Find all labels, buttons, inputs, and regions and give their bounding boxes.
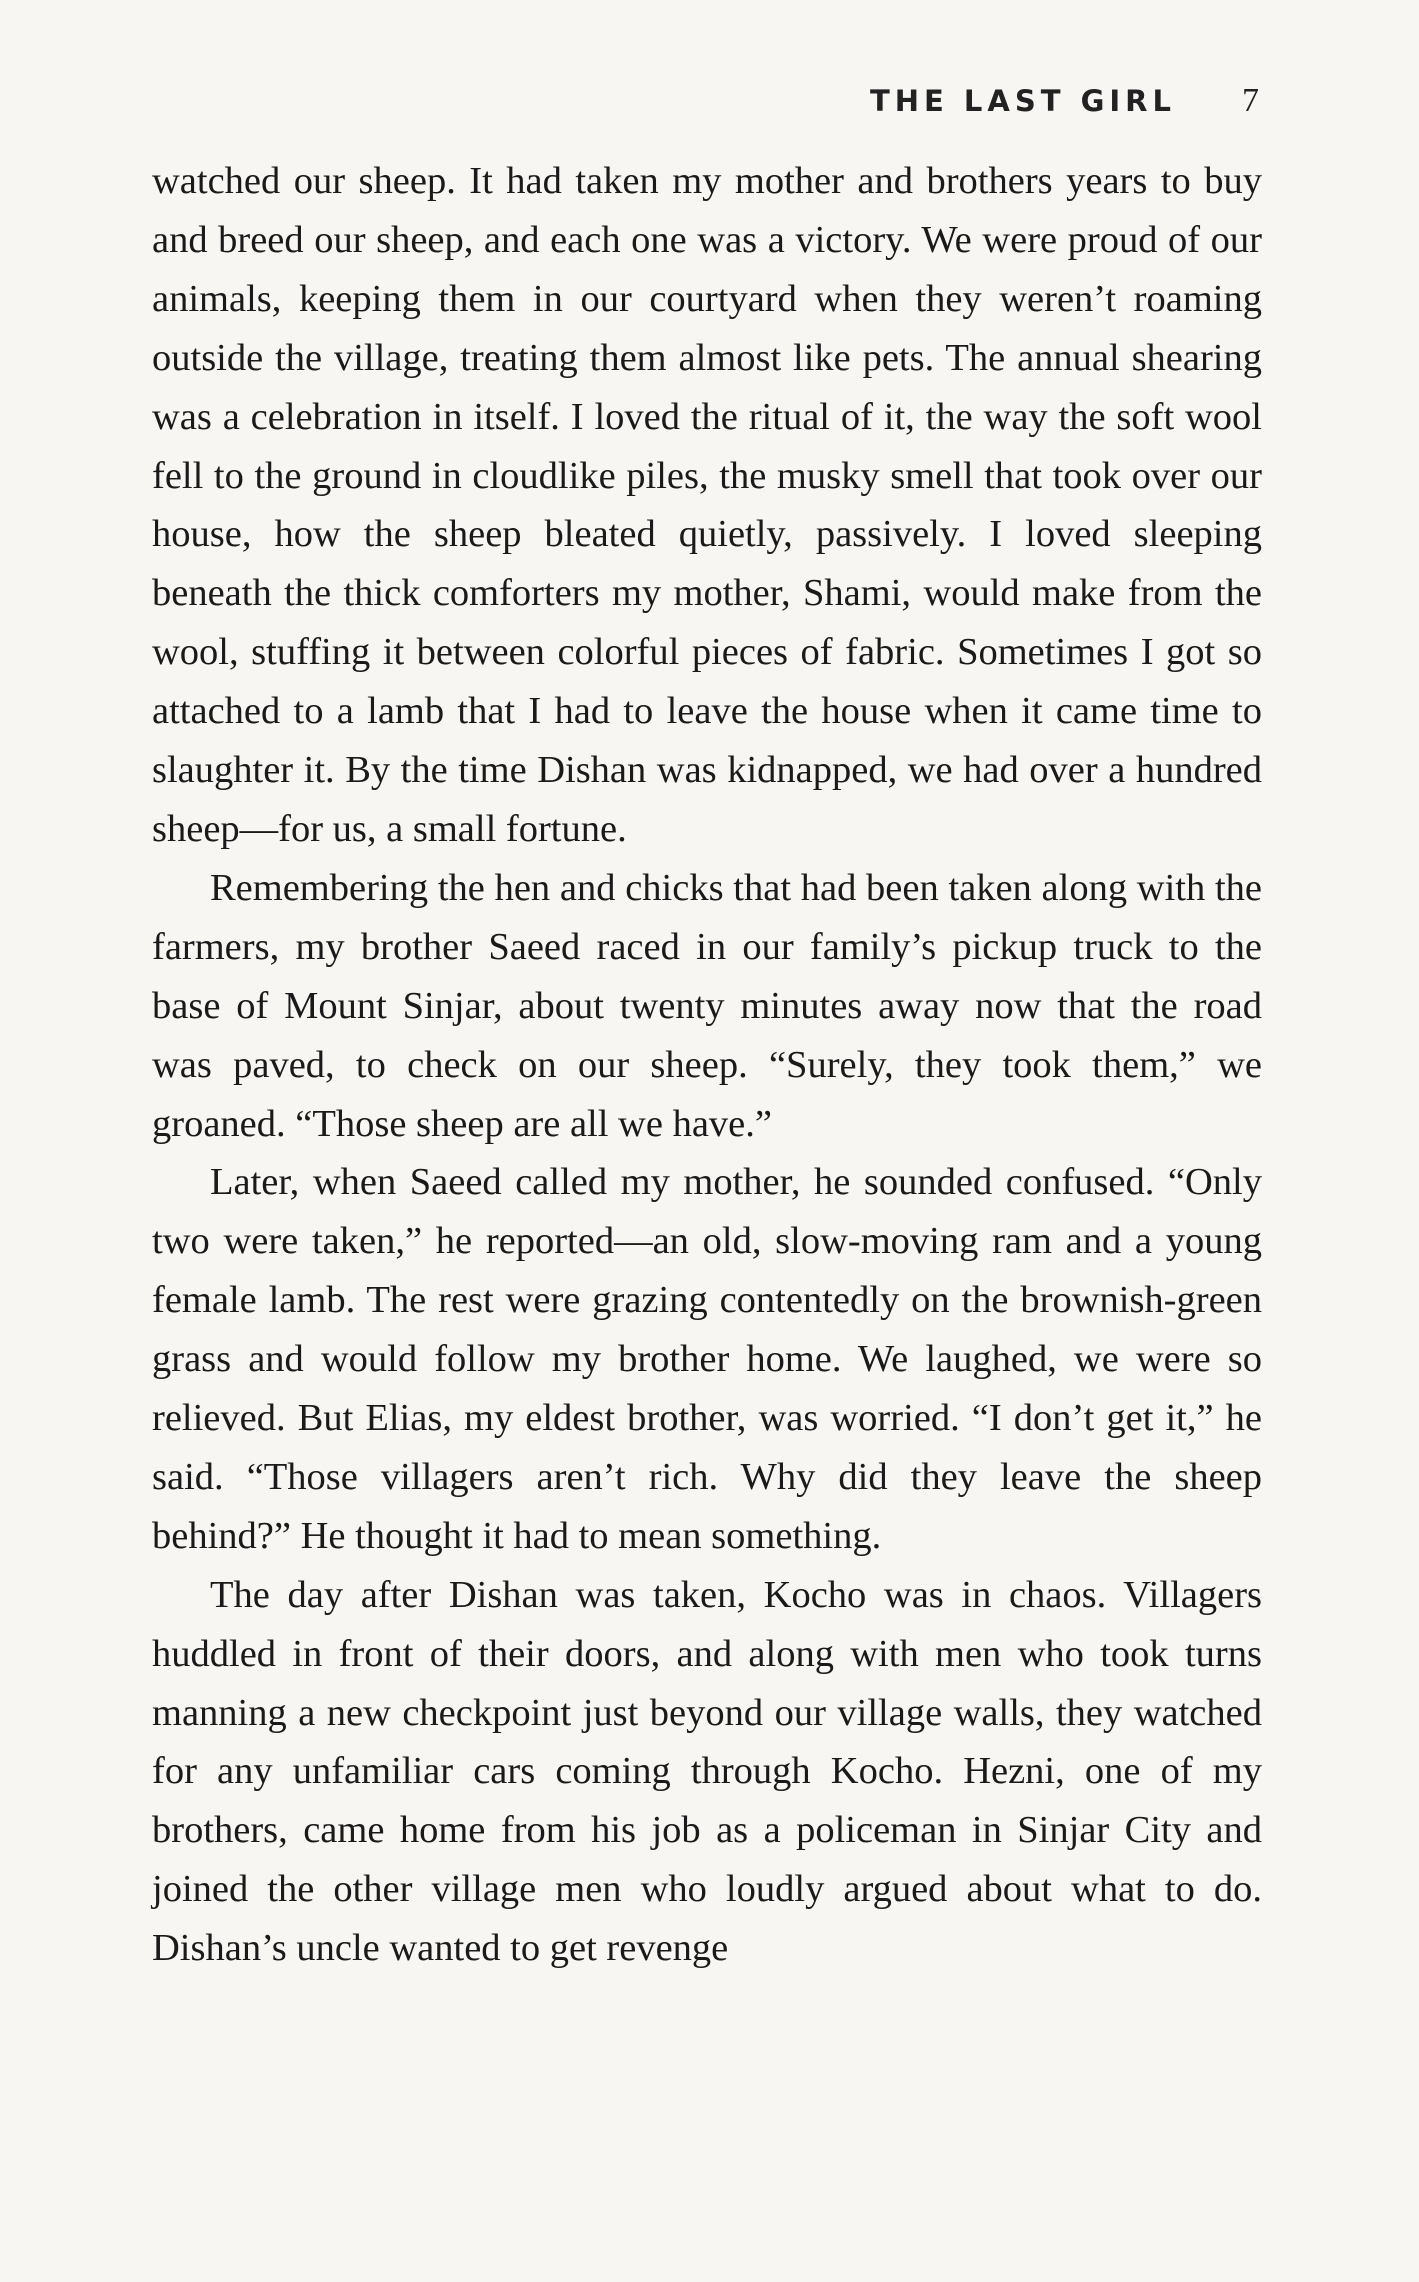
- paragraph: watched our sheep. It had taken my mother and brothers years to buy and breed our sheep, and each one was a victory. We were proud of our animals, keeping them in our courtyard when they weren’t roaming outside the village, treating them almost like pets. The annual shearing was a celebration in itself. I loved the ritual of it, the way the soft wool fell to the ground in cloudlike piles, the musky smell that took over our house, how the sheep bleated quietly, passively. I loved sleeping beneath the thick comforters my mother, Shami, would make from the wool, stuffing it between colorful pieces of fabric. Sometimes I got so attached to a lamb that I had to leave the house when it came time to slaughter it. By the time Dishan was kidnapped, we had over a hundred sheep—for us, a small fortune.: [152, 160, 1262, 850]
- paragraph: The day after Dishan was taken, Kocho was in chaos. Villagers huddled in front of their doors, and along with men who took turns manning a new checkpoint just beyond our village walls, they watched for any unfamiliar cars coming through Kocho. Hezni, one of my brothers, came home from his job as a policeman in Sinjar City and joined the other village men who loudly argued about what to do. Dishan’s uncle wanted to get revenge: [152, 1573, 1262, 1970]
- running-head: [870, 82, 1259, 120]
- paragraph: Remembering the hen and chicks that had been taken along with the farmers, my brother Saeed raced in our family’s pickup truck to the base of Mount Sinjar, about twenty minutes away now that the road was paved, to check on our sheep. “Surely, they took them,” we groaned. “Those sheep are all we have.”: [152, 866, 1262, 1145]
- body-text: [152, 152, 1262, 1978]
- page-number: 7: [1242, 82, 1259, 119]
- paragraph: Later, when Saeed called my mother, he sounded confused. “Only two were taken,” he reported—an old, slow-moving ram and a young female lamb. The rest were grazing contentedly on the brownish-green grass and would follow my brother home. We laughed, we were so relieved. But Elias, my eldest brother, was worried. “I don’t get it,” he said. “Those villagers aren’t rich. Why did they leave the sheep behind?” He thought it had to mean something.: [152, 1161, 1262, 1557]
- running-head-title: THE LAST GIRL: [869, 84, 1176, 118]
